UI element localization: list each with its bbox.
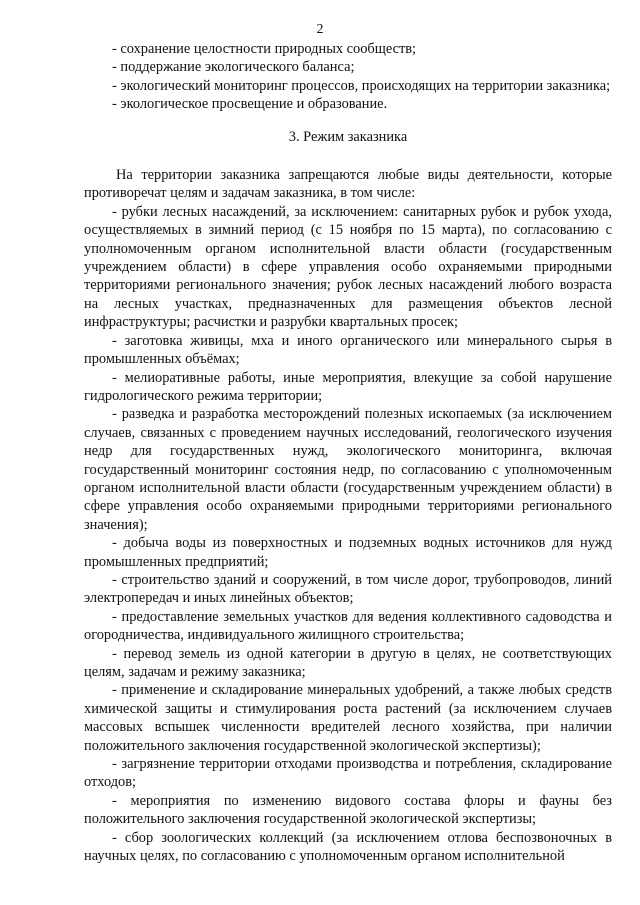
list-item: - экологическое просвещение и образование. [112, 96, 388, 113]
list-item: - строительство зданий и сооружений, в том числе дорог, трубопроводов, линий электропередач и иных линейных объектов; [84, 571, 612, 607]
list-item: - применение и складирование минеральных удобрений, а также любых средств химической защиты и стимулирования роста растений (за исключением случаев массовых вспышек численности вредителей лесного хозяйства, при наличии положительного заключения государственной экологической экспертизы); [84, 682, 612, 754]
list-item: - загрязнение территории отходами производства и потребления, складирование отходов; [84, 756, 612, 791]
list-item: - мероприятия по изменению видового состава флоры и фауны без положительного заключения государственной экологической экспертизы; [84, 792, 612, 828]
list-item: - мелиоративные работы, иные мероприятия, влекущие за собой нарушение гидрологического режима территории; [84, 369, 612, 404]
document-body [84, 40, 612, 865]
page-number: 2 [316, 22, 324, 37]
intro-paragraph: На территории заказника запрещаются любые виды деятельности, которые противоречат целям и задачам заказника, в том числе: [84, 167, 612, 202]
list-item: - сбор зоологических коллекций (за исключением отлова беспозвоночных в научных целях, по согласованию с уполномоченным органом исполнительной [84, 829, 612, 865]
section-title: 3. Режим заказника [288, 128, 408, 145]
list-item: - разведка и разработка месторождений полезных ископаемых (за исключением случаев, связанных с проведением научных исследований, геологического изучения недр для государственных нужд, экологического мониторинга, включая государственный мониторинг состояния недр, по согласованию с уполномоченным органом исполнительной власти области (государственным учреждением области) в сфере управления особо охраняемыми природными территориями регионального значения); [84, 406, 612, 533]
list-item: - заготовка живицы, мха и иного органического или минерального сырья в промышленных объёмах; [84, 332, 612, 368]
list-item: - перевод земель из одной категории в другую в целях, не соответствующих целям, задачам и режиму заказника; [84, 645, 612, 680]
list-item: - предоставление земельных участков для ведения коллективного садоводства и огородничества, индивидуального жилищного строительства; [84, 608, 612, 644]
list-item: - рубки лесных насаждений, за исключением: санитарных рубок и рубок ухода, осуществляемых в зимний период (с 15 ноября по 15 марта), по согласованию с уполномоченным органом исполнительной власти области (государственным учреждением области) в сфере управления особо охраняемыми природными территориями регионального значения; рубок лесных насаждений любого возраста на лесных участках, предназначенных для размещения объектов лесной инфраструктуры; расчистки и разрубки квартальных просек; [84, 203, 612, 331]
list-item: - добыча воды из поверхностных и подземных водных источников для нужд промышленных предприятий; [84, 535, 612, 570]
list-item: - поддержание экологического баланса; [112, 59, 355, 76]
list-item: - сохранение целостности природных сообществ; [112, 41, 417, 57]
list-item: - экологический мониторинг процессов, происходящих на территории заказника; [112, 77, 611, 94]
